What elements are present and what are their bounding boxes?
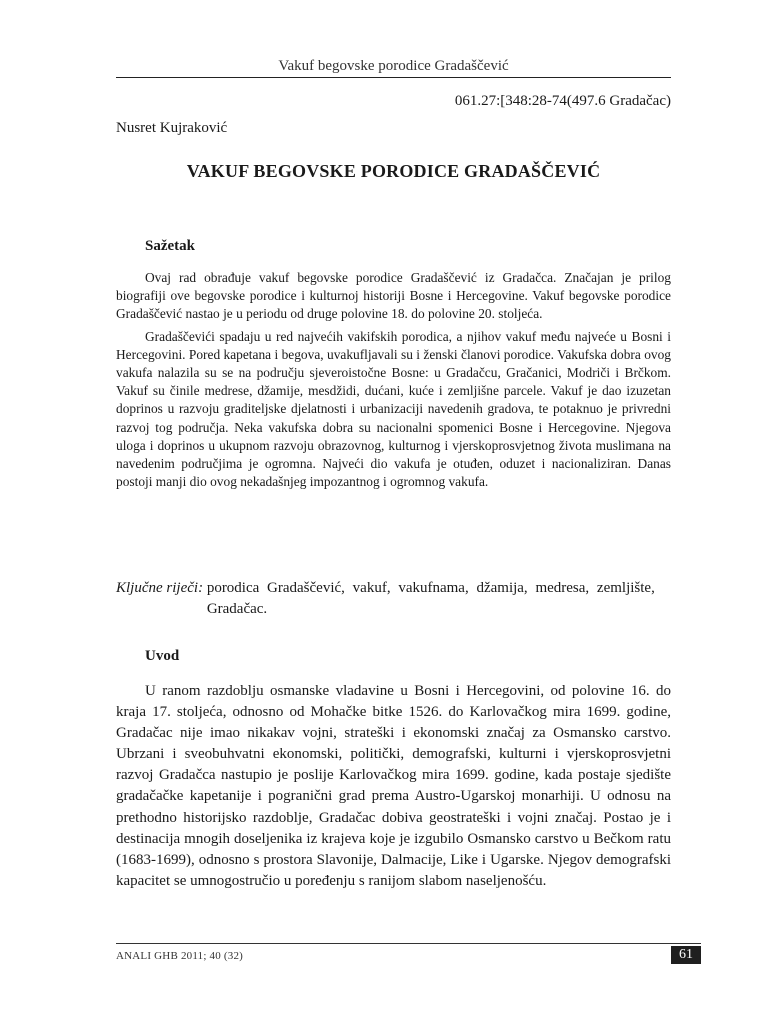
abstract-paragraph: Gradaščevići spadaju u red najvećih vakifskih porodica, a njihov vakuf među najveće u Bosni i Hercegovini. Pored kapetana i begova, uvakufljavali su i ženski članovi porodice. Vakufska dobra ovog vakufa nalazila su se na području sjeveroistočne Bosne: u Gradačcu, Gračanici, Modriči i Brčkom. Vakuf su činile medrese, džamije, mesdžidi, dućani, kuće i zemljišne parcele. Vakuf je dao izuzetan doprinos u razvoju graditeljske djelatnosti i urbanizaciji navedenih gradova, te potaknuo je privredni razvoj tog područja. Neka vakufska dobra su nacionalni spomenici Bosne i Hercegovine. Njegova uloga i doprinos u ukupnom razvoju obrazovnog, kulturnog i vjerskoprosvjetnog života muslimana na navedenim područjima je ogromna. Najveći dio vakufa je otuđen, oduzet i nacionaliziran. Danas postoji manji dio ovog nekadašnjeg impozantnog i ogromnog vakufa. — [116, 328, 671, 490]
keywords-label: Ključne riječi: — [116, 580, 207, 596]
abstract-heading: Sažetak — [145, 238, 195, 254]
page-number: 61 — [671, 946, 701, 964]
udc-classification: 061.27:[348:28-74(497.6 Gradačac) — [454, 93, 671, 109]
introduction-body — [116, 681, 671, 892]
abstract-body — [116, 269, 671, 495]
article-title: VAKUF BEGOVSKE PORODICE GRADAŠČEVIĆ — [186, 161, 601, 181]
running-header: Vakuf begovske porodice Gradaščević — [278, 58, 509, 74]
introduction-heading: Uvod — [145, 648, 180, 664]
author-name: Nusret Kujraković — [116, 120, 228, 136]
keywords-text: porodica Gradaščević, vakuf, vakufnama, džamija, medresa, zemljište, Gradačac. — [206, 580, 655, 617]
keywords — [116, 578, 671, 620]
footer-divider — [116, 943, 701, 944]
journal-citation: ANALI GHB 2011; 40 (32) — [116, 950, 244, 962]
header-divider — [116, 77, 671, 78]
abstract-paragraph: Ovaj rad obrađuje vakuf begovske porodice Gradaščević iz Gradačca. Značajan je prilog biografiji ove begovske porodice i kulturnoj historiji Bosne i Hercegovine. Vakuf begovske porodice Gradaščević nastao je u periodu od druge polovine 18. do polovine 20. stoljeća. — [116, 270, 671, 322]
introduction-paragraph: U ranom razdoblju osmanske vladavine u Bosni i Hercegovini, od polovine 16. do kraja 17. stoljeća, odnosno od Mohačke bitke 1526. do Karlovačkog mira 1699. godine, Gradačac nije imao nikakav vojni, strateški i ekonomski značaj za Osmansko carstvo. Ubrzani i sveobuhvatni ekonomski, politički, demografski, kulturni i vjerskoprosvjetni razvoj Gradačca nastupio je poslije Karlovačkog mira 1699. godine, kada postaje sjedište gradačačke kapetanije i pogranični grad prema Austro-Ugarskoj monarhiji. U odnosu na prethodno historijsko razdoblje, Gradačac dobiva geostrateški i vojni značaj. Postao je i destinacija mnogih doseljenika iz krajeva koje je izgubilo Osmansko carstvo u Bečkom ratu (1683-1699), odnosno s prostora Slavonije, Dalmacije, Like i Ugarske. Njegov demografski kapacitet se umnogostručio u poređenju s ranijom slabom naseljenošću. — [116, 683, 671, 889]
